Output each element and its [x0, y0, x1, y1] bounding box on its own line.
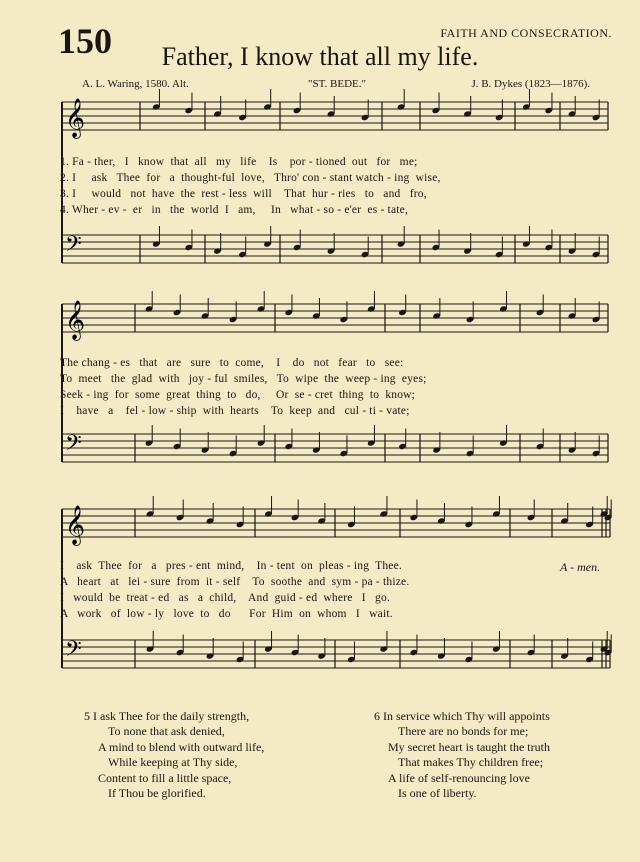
lyric-line: I would be treat - ed as a child, And guid - ed where I go. [60, 592, 390, 604]
bass-clef-icon: 𝄢 [65, 637, 82, 667]
hymn-number: 150 [58, 21, 112, 61]
verse-6 [374, 709, 550, 801]
verse-line [84, 709, 264, 724]
lyric-line: A heart at lei - sure from it - self To soothe and sym - pa - thize. [60, 576, 410, 588]
verse-line: Is one of liberty. [398, 786, 477, 801]
verse-line [374, 709, 550, 724]
verse-line: A mind to blend with outward life, [98, 739, 265, 754]
verse-line: There are no bonds for me; [398, 724, 529, 739]
bass-clef-icon: 𝄢 [65, 431, 82, 461]
lyric-line: To meet the glad with joy - ful smiles, To wipe the weep - ing eyes; [60, 373, 427, 385]
bass-clef-icon: 𝄢 [65, 232, 82, 262]
section-header: FAITH AND CONSECRATION. [440, 26, 612, 40]
treble-clef-icon: 𝄞 [65, 505, 86, 545]
lyric-line: Seek - ing for some great thing to do, Or se - cret thing to know; [60, 389, 416, 401]
amen-text: A - men. [560, 560, 601, 574]
lyric-line: A work of low - ly love to do For Him on whom I wait. [60, 608, 393, 620]
author-credit: A. L. Waring, 1580. Alt. [82, 78, 189, 90]
verse-line: That makes Thy children free; [398, 755, 544, 770]
verse-line: If Thou be glorified. [108, 786, 206, 801]
verse-line: While keeping at Thy side, [108, 755, 238, 770]
lyric-line: 1. Fa - ther, I know that all my life Is por - tioned out for me; [60, 156, 418, 168]
verse-line: My secret heart is taught the truth [388, 739, 550, 754]
verse-5 [84, 709, 264, 801]
lyric-line: I ask Thee for a pres - ent mind, In - tent on pleas - ing Thee. [60, 560, 402, 572]
lyric-line: I have a fel - low - ship with hearts To keep and cul - ti - vate; [60, 405, 410, 417]
composer-credit: J. B. Dykes (1823—1876). [471, 78, 590, 90]
lyric-line: The chang - es that are sure to come, I do not fear to see: [60, 357, 404, 369]
verse-number: 5 [84, 709, 90, 723]
verse-text: In service which Thy will appoints [383, 709, 550, 723]
treble-clef-icon: 𝄞 [65, 98, 86, 138]
verse-number: 6 [374, 709, 380, 723]
verse-line: Content to fill a little space, [98, 770, 232, 785]
verse-line: A life of self-renouncing love [388, 770, 530, 785]
hymn-title: Father, I know that all my life. [161, 42, 479, 71]
verse-line: To none that ask denied, [108, 724, 225, 739]
treble-clef-icon: 𝄞 [65, 300, 86, 340]
lyric-line: 3. I would not have the rest - less will That hur - ries to and fro, [60, 188, 427, 200]
verse-text: I ask Thee for the daily strength, [93, 709, 250, 723]
tune-name: "ST. BEDE." [308, 78, 366, 90]
lyric-line: 4. Wher - ev - er in the world I am, In what - so - e'er es - tate, [60, 204, 409, 216]
lyric-line: 2. I ask Thee for a thought-ful love, Thro' con - stant watch - ing wise, [60, 172, 441, 184]
